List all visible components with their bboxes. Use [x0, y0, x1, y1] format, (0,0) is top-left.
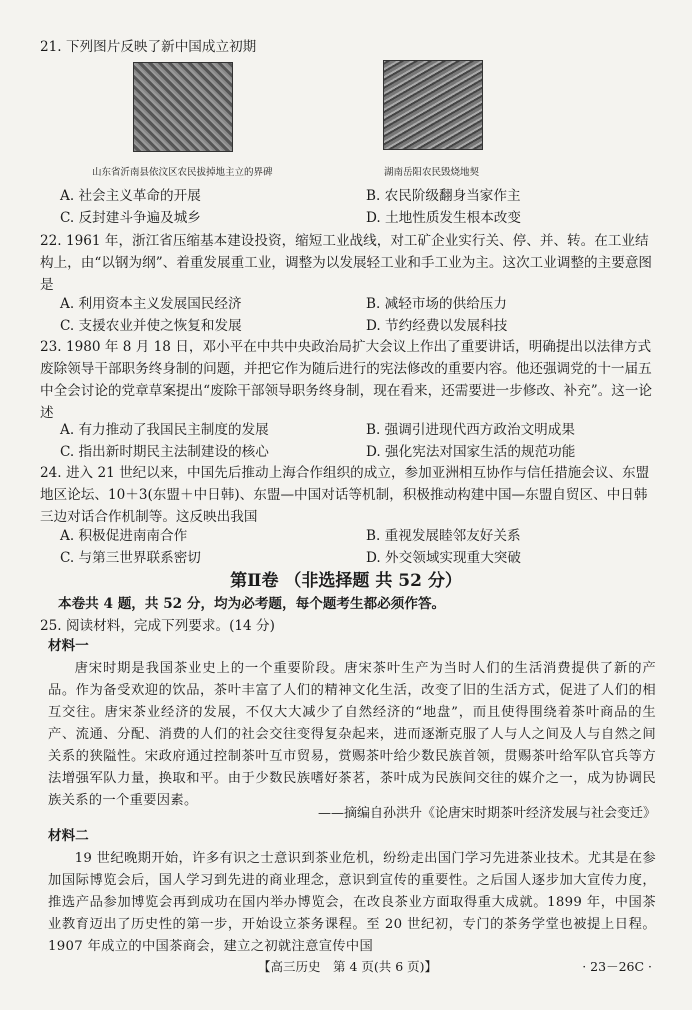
q22-option-c: C. 支援农业并使之恢复和发展: [60, 318, 242, 334]
q24-option-d: D. 外交领域实现重大突破: [366, 550, 521, 566]
q23-option-c: C. 指出新时期民主法制建设的核心: [60, 444, 269, 460]
material-2-text: 19 世纪晚期开始，许多有识之士意识到茶业危机，纷纷走出国门学习先进茶业技术。尤其是在参加国际博览会后，国人学习到先进的商业理念，意识到宣传的重要性。之后国人逐步加大宣传力度，推选产品参加博览会再到成功在国内举办博览会，在改良茶业方面取得重大成就。1899 年，中国茶业教育迈出了历史性的第一步，开始设立茶务课程。至 20 世纪初，专门的茶务学堂也被提上日程。1907 年成立的中国茶商会，建立之初就注意宣传中国: [48, 851, 656, 954]
q21-option-c: C. 反封建斗争遍及城乡: [60, 210, 201, 226]
page-footer: 【高三历史 第 4 页(共 6 页)】: [258, 959, 438, 974]
photo-caption-left: 山东省沂南县依汶区农民拔掉地主立的界碑: [92, 167, 273, 178]
q23-option-b: B. 强调引进现代西方政治文明成果: [366, 422, 575, 438]
question-21-stem: 21. 下列图片反映了新中国成立初期: [40, 39, 257, 55]
q24-option-b: B. 重视发展睦邻友好关系: [366, 528, 521, 544]
exam-code: · 23－26C ·: [582, 959, 652, 974]
section-2-title: 第Ⅱ卷 （非选择题 共 52 分）: [230, 571, 462, 591]
question-22-stem: 22. 1961 年，浙江省压缩基本建设投资，缩短工业战线，对工矿企业实行关、停、并、转。在工业结构上，由“以钢为纲”、着重发展重工业，调整为以发展轻工业和手工业为主。这次工业调整的主要意图是: [40, 233, 653, 293]
q21-option-d: D. 土地性质发生根本改变: [366, 210, 521, 226]
q21-option-b: B. 农民阶级翻身当家作主: [366, 188, 521, 204]
q23-option-d: D. 强化宪法对国家生活的规范功能: [366, 444, 576, 460]
question-25-stem: 25. 阅读材料，完成下列要求。(14 分): [40, 618, 275, 634]
photo-removing-boundary-stone: [133, 62, 233, 152]
material-1-label: 材料一: [48, 638, 89, 654]
material-2-label: 材料二: [48, 828, 89, 844]
q21-option-a: A. 社会主义革命的开展: [60, 188, 201, 204]
q23-option-a: A. 有力推动了我国民主制度的发展: [60, 422, 269, 438]
q24-option-c: C. 与第三世界联系密切: [60, 550, 201, 566]
q22-option-b: B. 减轻市场的供给压力: [366, 296, 507, 312]
photo-burning-land-deeds: [383, 60, 483, 150]
question-24-stem: 24. 进入 21 世纪以来，中国先后推动上海合作组织的成立，参加亚洲相互协作与信任措施会议、东盟地区论坛、10＋3(东盟＋中日韩)、东盟—中国对话等机制，积极推动构建中国—东盟自贸区、中日韩三边对话合作机制等。这反映出我国: [40, 465, 650, 525]
q24-option-a: A. 积极促进南南合作: [60, 528, 188, 544]
section-2-note: 本卷共 4 题，共 52 分，均为必考题，每个题考生都必须作答。: [58, 596, 446, 612]
material-1-source: ——摘编自孙洪升《论唐宋时期茶叶经济发展与社会变迁》: [317, 806, 656, 821]
q22-option-d: D. 节约经费以发展科技: [366, 318, 508, 334]
question-23-stem: 23. 1980 年 8 月 18 日，邓小平在中共中央政治局扩大会议上作出了重要讲话，明确提出以法律方式废除领导干部职务终身制的问题，并把它作为随后进行的宪法修改的重要内容。他还强调党的十一届五中全会讨论的党章草案提出“废除干部领导职务终身制，现在看来，还需要进一步修改、补充”。这一论述: [40, 339, 653, 421]
photo-caption-right: 湖南岳阳农民毁烧地契: [384, 167, 480, 178]
q22-option-a: A. 利用资本主义发展国民经济: [60, 296, 242, 312]
material-1-text: 唐宋时期是我国茶业史上的一个重要阶段。唐宋茶叶生产为当时人们的生活消费提供了新的产品。作为备受欢迎的饮品，茶叶丰富了人们的精神文化生活，改变了旧的生活方式，促进了人们的相互交往。唐宋茶业经济的发展，不仅大大减少了自然经济的“地盘”，而且使得围绕着茶叶商品的生产、流通、分配、消费的人们的社会交往变得复杂起来，进而逐渐克服了人与人之间及人与自然之间关系的狭隘性。宋政府通过控制茶叶互市贸易，赏赐茶叶给少数民族首领，贯赐茶叶给军队官兵等方法增强军队力量，换取和平。由于少数民族嗜好茶茗，茶叶成为民族间交往的媒介之一，成为协调民族关系的一个重要因素。: [48, 661, 656, 808]
